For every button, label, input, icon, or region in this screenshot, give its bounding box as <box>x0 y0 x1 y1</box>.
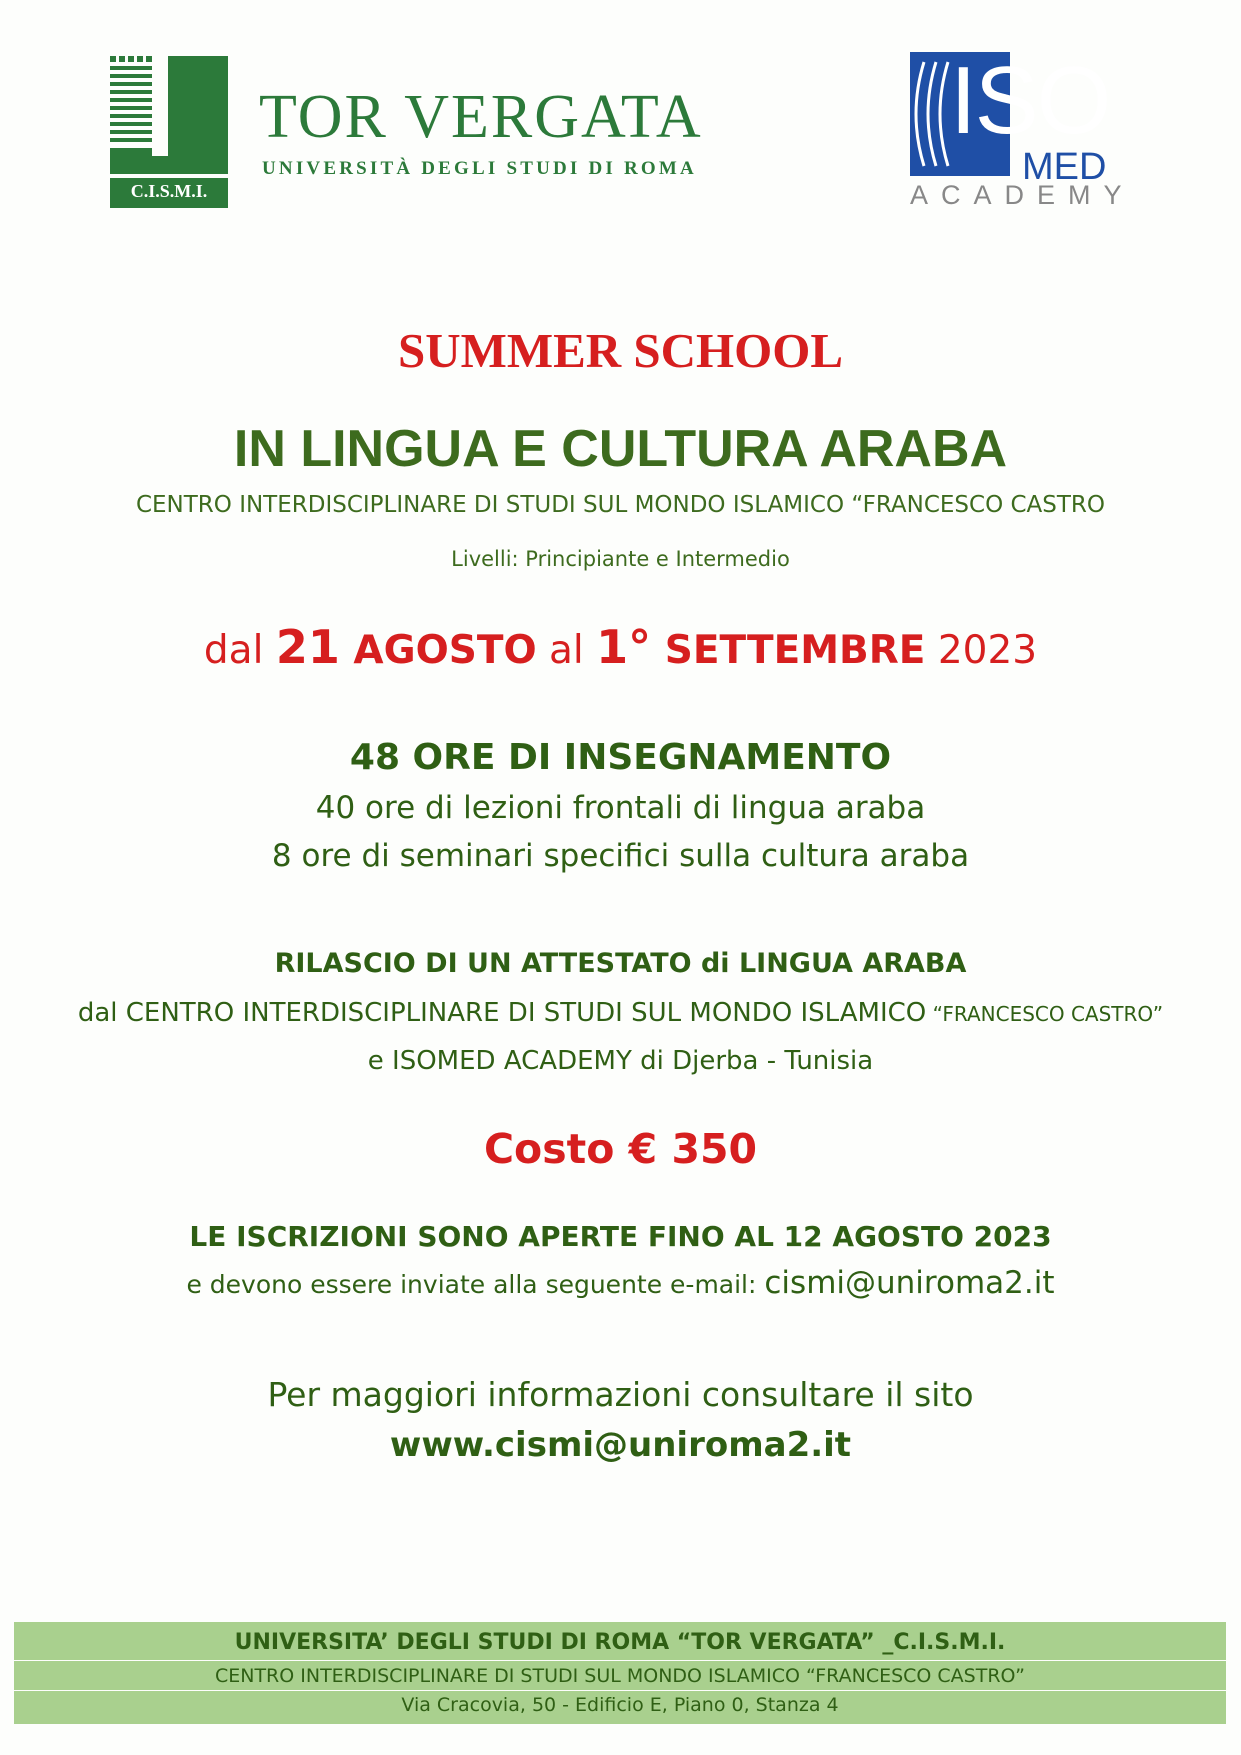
isomed-academy-text: ACADEMY <box>910 180 1135 210</box>
certificate-line-2: e ISOMED ACADEMY di Djerba - Tunisia <box>367 1046 874 1076</box>
title-summer-school: SUMMER SCHOOL <box>397 323 844 378</box>
course-dates <box>0 620 1241 674</box>
cismi-caption: C.I.S.M.I. <box>130 181 208 201</box>
university-name: TOR VERGATA <box>259 83 703 151</box>
footer-line-3: Via Cracovia, 50 - Edificio E, Piano 0, Stanza 4 <box>401 1694 839 1716</box>
footer-divider <box>14 1690 1226 1691</box>
dates-from-word: dal <box>203 628 276 673</box>
info-site-link[interactable]: www.cismi@uniroma2.it <box>389 1425 852 1465</box>
isomed-iso-text: ISO <box>950 47 1110 154</box>
dates-from-day: 21 <box>275 620 340 674</box>
title-course: IN LINGUA E CULTURA ARABA <box>233 420 1008 478</box>
dates-to-word: al <box>536 628 597 673</box>
certificate-line-1 <box>0 998 1241 1028</box>
dates-year: 2023 <box>925 628 1038 673</box>
registration-email-link[interactable]: cismi@uniroma2.it <box>764 1265 1055 1301</box>
cost: Costo € 350 <box>483 1125 758 1173</box>
registration-line <box>0 1265 1241 1301</box>
footer-band <box>14 1622 1226 1724</box>
hours-line-2: 8 ore di seminari specifici sulla cultura araba <box>271 838 970 874</box>
footer-line-1: UNIVERSITA’ DEGLI STUDI DI ROMA “TOR VERGATA” _C.I.S.M.I. <box>234 1630 1006 1655</box>
levels: Livelli: Principiante e Intermedio <box>451 547 790 571</box>
hours-title: 48 ORE DI INSEGNAMENTO <box>349 737 892 778</box>
certificate-line-1-main: dal CENTRO INTERDISCIPLINARE DI STUDI SUL MONDO ISLAMICO <box>77 998 927 1028</box>
dates-to-day: 1° <box>596 620 652 674</box>
isomed-med-text: MED <box>1022 146 1107 188</box>
registration-text: e devono essere inviate alla seguente e-mail: <box>186 1270 765 1299</box>
footer-divider <box>14 1660 1226 1661</box>
certificate-line-1-small: “FRANCESCO CASTRO” <box>926 1002 1164 1026</box>
cismi-logo-icon <box>110 56 230 208</box>
dates-to-month: SETTEMBRE <box>651 628 926 673</box>
info-line: Per maggiori informazioni consultare il sito <box>267 1375 974 1414</box>
center-name: CENTRO INTERDISCIPLINARE DI STUDI SUL MONDO ISLAMICO “FRANCESCO CASTRO <box>135 492 1106 518</box>
hours-line-1: 40 ore di lezioni frontali di lingua araba <box>315 790 926 826</box>
registration-title: LE ISCRIZIONI SONO APERTE FINO AL 12 AGOSTO 2023 <box>189 1220 1052 1253</box>
isomed-academy-logo-icon <box>904 47 1135 212</box>
university-subtitle: UNIVERSITÀ DEGLI STUDI DI ROMA <box>262 158 697 179</box>
dates-from-month: AGOSTO <box>339 628 537 673</box>
footer-line-2: CENTRO INTERDISCIPLINARE DI STUDI SUL MONDO ISLAMICO “FRANCESCO CASTRO” <box>214 1665 1026 1687</box>
certificate-title: RILASCIO DI UN ATTESTATO di LINGUA ARABA <box>274 948 967 979</box>
